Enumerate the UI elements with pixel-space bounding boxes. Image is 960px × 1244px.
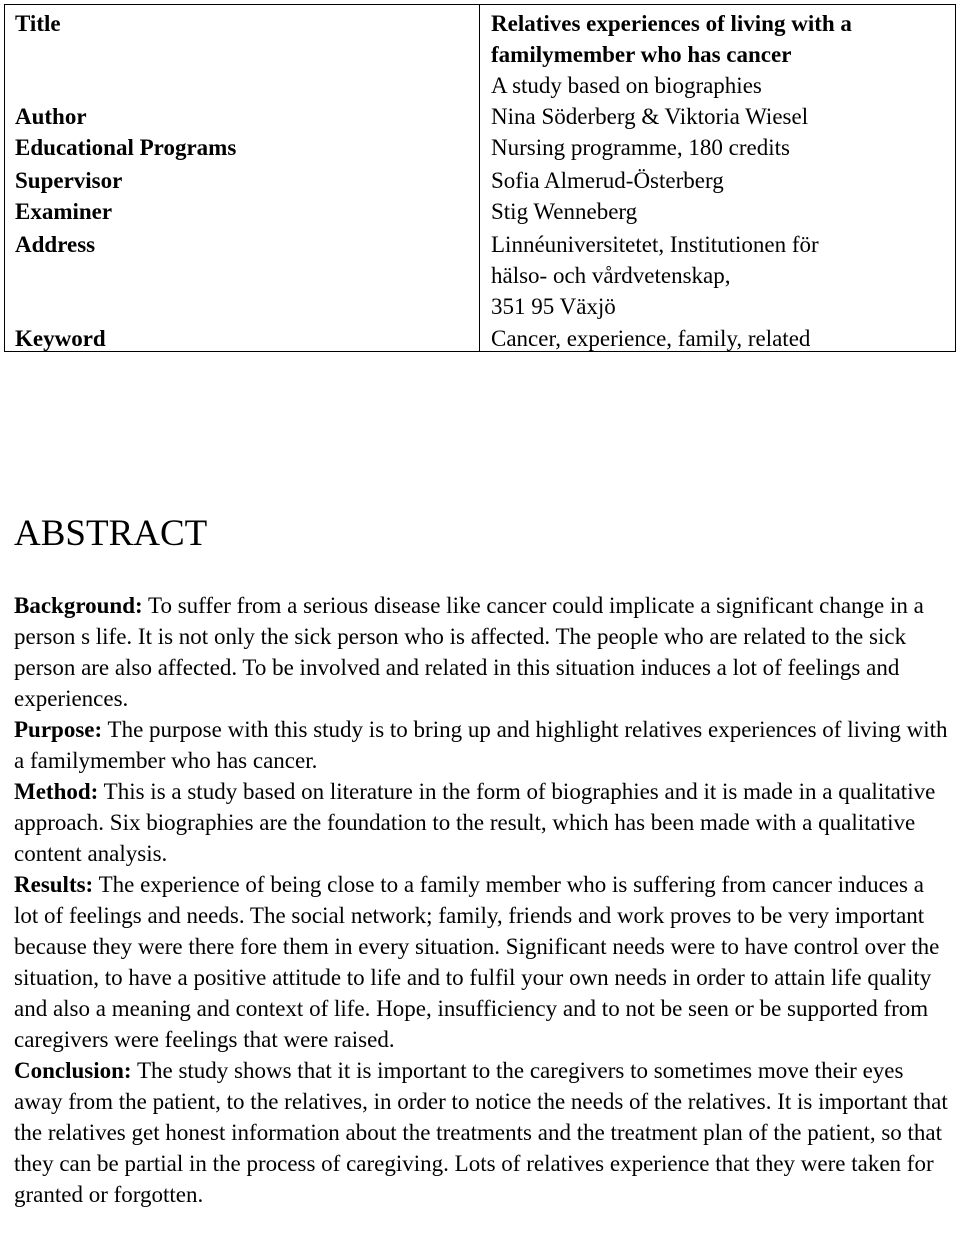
abstract-body — [14, 590, 949, 1210]
programs-label: Educational Programs — [15, 135, 237, 160]
results-section — [14, 869, 949, 1055]
conclusion-label: Conclusion: — [14, 1058, 132, 1083]
thesis-title-line2: familymember who has cancer — [491, 42, 792, 67]
purpose-text: The purpose with this study is to bring up and highlight relatives experiences of living with a familymember who has cancer. — [14, 717, 948, 773]
method-text: This is a study based on literature in the form of biographies and it is made in a qualitative approach. Six biographies are the foundation to the result, which has been made with a qualitative content analysis. — [14, 779, 936, 866]
supervisor-value: Sofia Almerud-Österberg — [491, 168, 724, 193]
method-section — [14, 776, 949, 869]
conclusion-section — [14, 1055, 949, 1210]
conclusion-text: The study shows that it is important to the caregivers to sometimes move their eyes away from the patient, to the relatives, in order to notice the needs of the relatives. It is important that the relatives get honest information about the treatments and the treatment plan of the patient, so that they can be partial in the process of caregiving. Lots of relatives experience that they were taken for granted or forgotten. — [14, 1058, 948, 1207]
examiner-value: Stig Wenneberg — [491, 199, 638, 224]
purpose-section — [14, 714, 949, 776]
thesis-title-line1: Relatives experiences of living with a — [491, 11, 852, 36]
examiner-label: Examiner — [15, 199, 113, 224]
keyword-label: Keyword — [15, 326, 106, 351]
results-label: Results: — [14, 872, 94, 897]
background-label: Background: — [14, 593, 143, 618]
table-column-divider — [479, 5, 480, 351]
address-line3: 351 95 Växjö — [491, 294, 616, 319]
metadata-table — [4, 4, 956, 352]
background-section — [14, 590, 949, 714]
background-text: To suffer from a serious disease like cancer could implicate a significant change in a person s life. It is not only the sick person who is affected. The people who are related to the sick person are also affected. To be involved and related in this situation induces a lot of feelings and experiences. — [14, 593, 924, 711]
supervisor-label: Supervisor — [15, 168, 123, 193]
programs-value: Nursing programme, 180 credits — [491, 135, 790, 160]
address-label: Address — [15, 232, 96, 257]
address-line2: hälso- och vårdvetenskap, — [491, 263, 731, 288]
author-label: Author — [15, 104, 87, 129]
author-value: Nina Söderberg & Viktoria Wiesel — [491, 104, 809, 129]
address-line1: Linnéuniversitetet, Institutionen för — [491, 232, 819, 257]
method-label: Method: — [14, 779, 99, 804]
title-label: Title — [15, 11, 61, 36]
thesis-subtitle: A study based on biographies — [491, 73, 762, 98]
keywords-value: Cancer, experience, family, related — [491, 326, 811, 351]
purpose-label: Purpose: — [14, 717, 103, 742]
abstract-heading: ABSTRACT — [14, 513, 208, 554]
results-text: The experience of being close to a family member who is suffering from cancer induces a lot of feelings and needs. The social network; family, friends and work proves to be very important because they were there fore them in every situation. Significant needs were to have control over the situation, to have a positive attitude to life and to fulfil your own needs in order to attain life quality and also a meaning and context of life. Hope, insufficiency and to not be seen or be supported from caregivers were feelings that were raised. — [14, 872, 940, 1052]
